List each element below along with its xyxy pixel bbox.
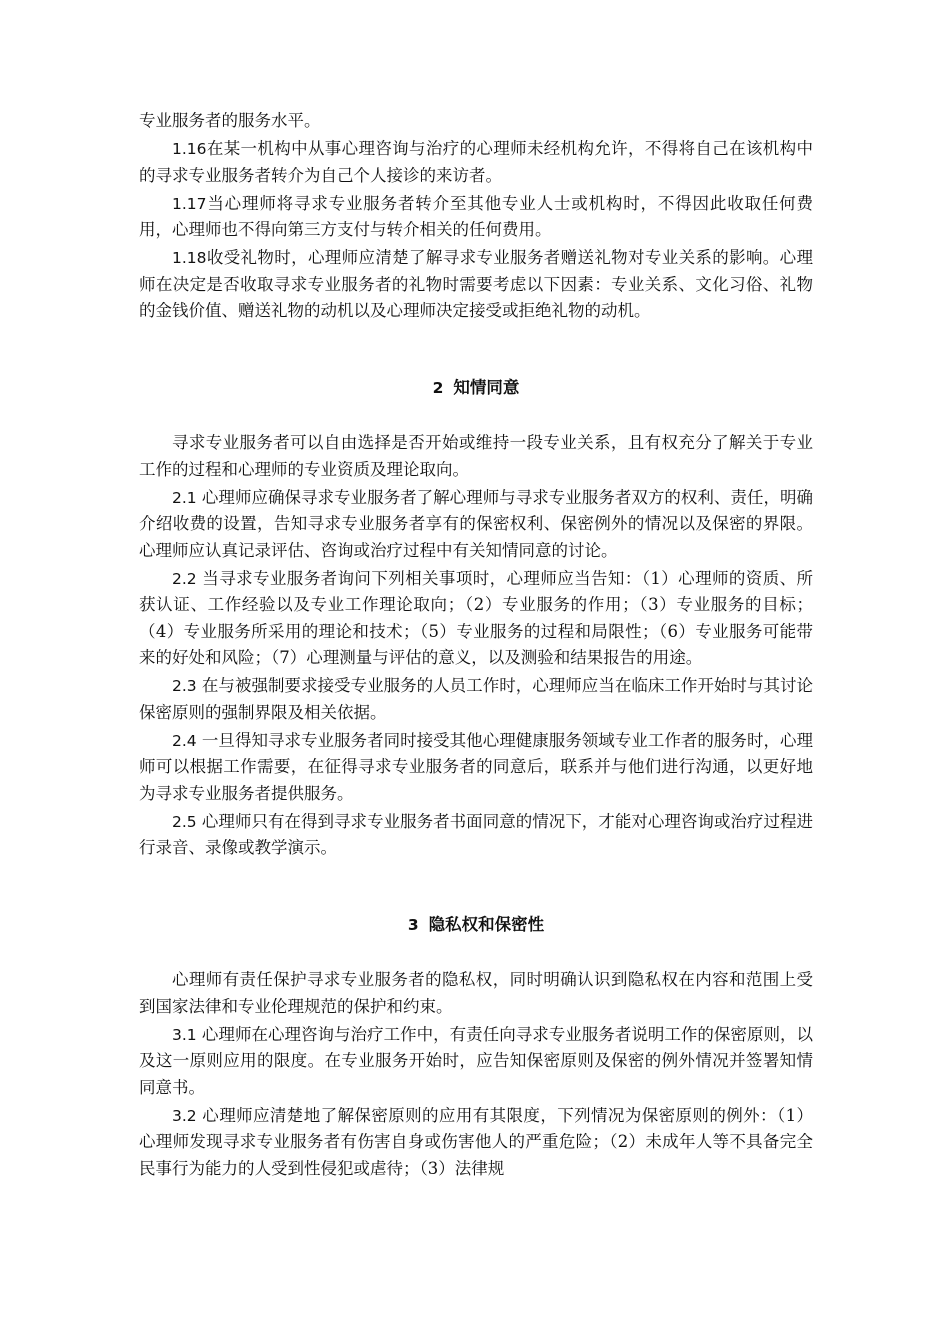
document-page: [139, 108, 813, 1184]
paragraph-1-16: [139, 136, 813, 189]
clause-number: 1.17: [172, 194, 207, 213]
section-number: 3: [407, 916, 419, 934]
section-heading-privacy: [139, 912, 813, 938]
section-title: 知情同意: [453, 378, 520, 397]
paragraph-text: 在某一机构中从事心理咨询与治疗的心理师未经机构允许，不得将自己在该机构中的寻求专业服务者转介为自己个人接诊的来访者。: [139, 139, 813, 185]
clause-number: 2.1: [172, 488, 197, 507]
paragraph-text: 心理师有责任保护寻求专业服务者的隐私权，同时明确认识到隐私权在内容和范围上受到国家法律和专业伦理规范的保护和约束。: [139, 970, 813, 1016]
clause-number: 3.2: [172, 1106, 197, 1125]
paragraph-3-2: [139, 1103, 813, 1183]
section-number: 2: [432, 379, 444, 397]
clause-number: 2.3: [172, 677, 197, 695]
paragraph-text: 收受礼物时，心理师应清楚了解寻求专业服务者赠送礼物对专业关系的影响。心理师在决定是否收取寻求专业服务者的礼物时需要考虑以下因素：专业关系、文化习俗、礼物的金钱价值、赠送礼物的动机以及心理师决定接受或拒绝礼物的动机。: [139, 248, 813, 320]
paragraph-text: 在与被强制要求接受专业服务的人员工作时，心理师应当在临床工作开始时与其讨论保密原则的强制界限及相关依据。: [139, 676, 813, 722]
paragraph-text: 心理师应确保寻求专业服务者了解心理师与寻求专业服务者双方的权利、责任，明确介绍收费的设置，告知寻求专业服务者享有的保密权利、保密例外的情况以及保密的界限。心理师应认真记录评估、咨询或治疗过程中有关知情同意的讨论。: [139, 487, 813, 560]
paragraph-text: 心理师只有在得到寻求专业服务者书面同意的情况下，才能对心理咨询或治疗过程进行录音、录像或教学演示。: [139, 811, 813, 857]
clause-number: 2.2: [172, 569, 197, 588]
paragraph-text: 当寻求专业服务者询问下列相关事项时，心理师应当告知：（1）心理师的资质、所获认证、工作经验以及专业工作理论取向；（2）专业服务的作用；（3）专业服务的目标；（4）专业服务所采用的理论和技术；（5）专业服务的过程和局限性；（6）专业服务可能带来的好处和风险；（7）心理测量与评估的意义，以及测验和结果报告的用途。: [139, 568, 813, 667]
paragraph-section2-intro: [139, 430, 813, 483]
paragraph-1-18: [139, 245, 813, 325]
paragraph-text: 当心理师将寻求专业服务者转介至其他专业人士或机构时，不得因此收取任何费用，心理师也不得向第三方支付与转介相关的任何费用。: [139, 193, 813, 239]
paragraph-2-4: [139, 728, 813, 808]
paragraph-text: 心理师应清楚地了解保密原则的应用有其限度，下列情况为保密原则的例外：（1）心理师发现寻求专业服务者有伤害自身或伤害他人的严重危险；（2）未成年人等不具备完全民事行为能力的人受到性侵犯或虐待；（3）法律规: [139, 1105, 813, 1178]
clause-number: 1.16: [172, 140, 207, 158]
paragraph-3-1: [139, 1022, 813, 1102]
paragraph-text: 寻求专业服务者可以自由选择是否开始或维持一段专业关系，且有权充分了解关于专业工作的过程和心理师的专业资质及理论取向。: [139, 433, 813, 479]
paragraph-text: 一旦得知寻求专业服务者同时接受其他心理健康服务领域专业工作者的服务时，心理师可以根据工作需要，在征得寻求专业服务者的同意后，联系并与他们进行沟通，以更好地为寻求专业服务者提供服务。: [139, 730, 813, 803]
section-heading-informed-consent: [139, 375, 813, 401]
paragraph-2-3: [139, 673, 813, 726]
paragraph-text: 心理师在心理咨询与治疗工作中，有责任向寻求专业服务者说明工作的保密原则，以及这一原则应用的限度。在专业服务开始时，应告知保密原则及保密的例外情况并签署知情同意书。: [139, 1024, 813, 1097]
paragraph-1-17: [139, 191, 813, 244]
clause-number: 2.5: [172, 812, 197, 831]
paragraph-text: 专业服务者的服务水平。: [139, 111, 321, 130]
paragraph-continuation: [139, 108, 813, 135]
paragraph-2-2: [139, 566, 813, 672]
clause-number: 3.1: [172, 1025, 197, 1044]
paragraph-2-5: [139, 809, 813, 862]
clause-number: 2.4: [172, 731, 197, 750]
paragraph-2-1: [139, 485, 813, 565]
clause-number: 1.18: [172, 249, 207, 267]
section-title: 隐私权和保密性: [428, 915, 545, 934]
paragraph-section3-intro: [139, 967, 813, 1020]
